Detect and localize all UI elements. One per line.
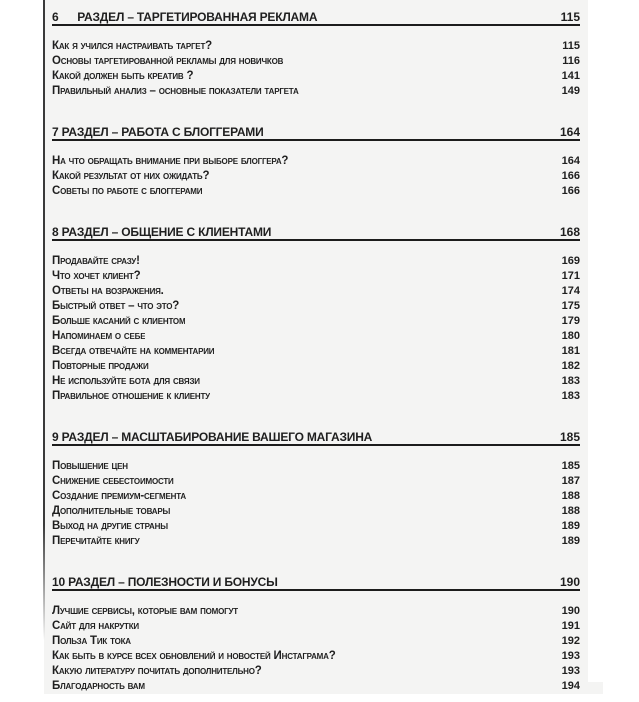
toc-item-label: Повышение цен — [52, 460, 128, 472]
toc-item-label: Какую литературу почитать дополнительно? — [52, 665, 262, 677]
section-heading-label: 7 РАЗДЕЛ – РАБОТА С БЛОГГЕРАМИ — [52, 125, 264, 139]
toc-item-list — [52, 459, 580, 549]
toc-item-label: Правильный анализ – основные показатели таргета — [52, 85, 299, 97]
toc-item-page-number: 190 — [561, 605, 580, 617]
toc-item-label: Снижение себестоимости — [52, 475, 174, 487]
toc-item-label: Лучшие сервисы, которые вам помогут — [52, 605, 238, 617]
toc-item-label: Быстрый ответ – что это? — [52, 300, 180, 312]
toc-item-page-number: 179 — [561, 315, 580, 327]
toc-item-label: Больше касаний с клиентом — [52, 315, 186, 327]
toc-item-label: Как быть в курсе всех обновлений и новостей Инстаграма? — [52, 650, 336, 662]
toc-item-label: Что хочет клиент? — [52, 270, 141, 282]
toc-item — [52, 604, 580, 619]
toc-item-page-number: 183 — [561, 375, 580, 387]
toc-item-label: Повторные продажи — [52, 360, 149, 372]
table-of-contents — [44, 0, 588, 694]
toc-item-label: Перечитайте книгу — [52, 535, 140, 547]
section-heading-label: 10 РАЗДЕЛ – ПОЛЕЗНОСТИ И БОНУСЫ — [52, 575, 278, 589]
toc-item — [52, 474, 580, 489]
toc-item — [52, 269, 580, 284]
toc-item-page-number: 171 — [561, 270, 580, 282]
toc-item — [52, 54, 580, 69]
toc-item — [52, 254, 580, 269]
section-page-number: 190 — [559, 575, 580, 589]
toc-item — [52, 284, 580, 299]
toc-item-page-number: 189 — [561, 535, 580, 547]
toc-item-label: Дополнительные товары — [52, 505, 171, 517]
toc-section-heading — [52, 223, 580, 241]
toc-section-heading — [52, 8, 580, 26]
toc-item — [52, 184, 580, 199]
toc-item-page-number: 174 — [561, 285, 580, 297]
toc-item-page-number: 188 — [561, 505, 580, 517]
toc-item — [52, 504, 580, 519]
toc-item-page-number: 181 — [561, 345, 580, 357]
toc-section — [52, 123, 580, 199]
toc-page — [44, 0, 588, 694]
toc-item-list — [52, 254, 580, 404]
toc-item-page-number: 116 — [562, 55, 580, 67]
toc-item-page-number: 189 — [561, 520, 580, 532]
toc-item-page-number: 185 — [561, 460, 580, 472]
toc-item-page-number: 187 — [561, 475, 580, 487]
page-bottom-edge — [588, 682, 603, 694]
toc-item — [52, 329, 580, 344]
toc-item — [52, 664, 580, 679]
toc-item — [52, 84, 580, 99]
toc-item — [52, 619, 580, 634]
toc-item-label: Основы таргетированной рекламы для новичков — [52, 55, 284, 67]
toc-item — [52, 459, 580, 474]
toc-item-label: Какой результат от них ожидать? — [52, 170, 210, 182]
toc-item-page-number: 175 — [561, 300, 580, 312]
toc-item-label: Продавайте сразу! — [52, 255, 140, 267]
toc-item-label: Какой должен быть креатив ? — [52, 70, 194, 82]
toc-item-page-number: 194 — [561, 680, 580, 692]
section-page-number: 185 — [559, 430, 580, 444]
toc-item — [52, 69, 580, 84]
toc-item-label: На что обращать внимание при выборе блоггера? — [52, 155, 289, 167]
toc-item-label: Правильное отношение к клиенту — [52, 390, 210, 402]
toc-item-page-number: 149 — [561, 85, 580, 97]
toc-item-page-number: 182 — [561, 360, 580, 372]
toc-item — [52, 634, 580, 649]
section-page-number: 168 — [559, 225, 580, 239]
toc-item-label: Сайт для накрутки — [52, 620, 139, 632]
toc-section — [52, 8, 580, 99]
toc-item-page-number: 141 — [561, 70, 580, 82]
section-page-number: 164 — [559, 125, 580, 139]
toc-item — [52, 534, 580, 549]
toc-item-label: Ответы на возражения. — [52, 285, 164, 297]
toc-item — [52, 649, 580, 664]
toc-item-page-number: 115 — [562, 40, 580, 52]
toc-item — [52, 389, 580, 404]
toc-item-label: Всегда отвечайте на комментарии — [52, 345, 215, 357]
toc-item-list — [52, 604, 580, 694]
toc-item-label: Создание премиум-сегмента — [52, 490, 186, 502]
section-heading-label: 9 РАЗДЕЛ – МАСШТАБИРОВАНИЕ ВАШЕГО МАГАЗИНА — [52, 430, 373, 444]
toc-item — [52, 519, 580, 534]
toc-item-label: Благодарность вам — [52, 680, 145, 692]
toc-item-label: Не используйте бота для связи — [52, 375, 200, 387]
toc-item-page-number: 169 — [561, 255, 580, 267]
toc-section-heading — [52, 573, 580, 591]
toc-item-page-number: 164 — [561, 155, 580, 167]
toc-section-heading — [52, 123, 580, 141]
toc-item-page-number: 166 — [561, 170, 580, 182]
toc-item-label: Польза Тик тока — [52, 635, 131, 647]
toc-item-list — [52, 154, 580, 199]
page-edge-shadow — [43, 0, 45, 640]
toc-item — [52, 169, 580, 184]
toc-item — [52, 679, 580, 694]
toc-item-label: Как я учился настраивать таргет? — [52, 40, 212, 52]
toc-item — [52, 154, 580, 169]
toc-item-label: Советы по работе с блоггерами — [52, 185, 203, 197]
toc-item-page-number: 188 — [561, 490, 580, 502]
toc-item-page-number: 192 — [561, 635, 580, 647]
section-heading-label: 6 РАЗДЕЛ – ТАРГЕТИРОВАННАЯ РЕКЛАМА — [52, 10, 318, 24]
toc-section — [52, 428, 580, 549]
toc-item-label: Выход на другие страны — [52, 520, 168, 532]
toc-item — [52, 314, 580, 329]
toc-item-page-number: 193 — [561, 650, 580, 662]
toc-item — [52, 489, 580, 504]
toc-item-list — [52, 39, 580, 99]
toc-item — [52, 344, 580, 359]
toc-item — [52, 39, 580, 54]
toc-section-heading — [52, 428, 580, 446]
toc-section — [52, 223, 580, 404]
toc-item — [52, 359, 580, 374]
toc-item-page-number: 191 — [561, 620, 580, 632]
toc-item-page-number: 180 — [561, 330, 580, 342]
section-page-number: 115 — [560, 10, 580, 24]
toc-item — [52, 299, 580, 314]
toc-item-page-number: 183 — [561, 390, 580, 402]
toc-item — [52, 374, 580, 389]
toc-section — [52, 573, 580, 694]
toc-item-page-number: 193 — [561, 665, 580, 677]
toc-item-label: Напоминаем о себе — [52, 330, 146, 342]
section-heading-label: 8 РАЗДЕЛ – ОБЩЕНИЕ С КЛИЕНТАМИ — [52, 225, 272, 239]
toc-item-page-number: 166 — [561, 185, 580, 197]
